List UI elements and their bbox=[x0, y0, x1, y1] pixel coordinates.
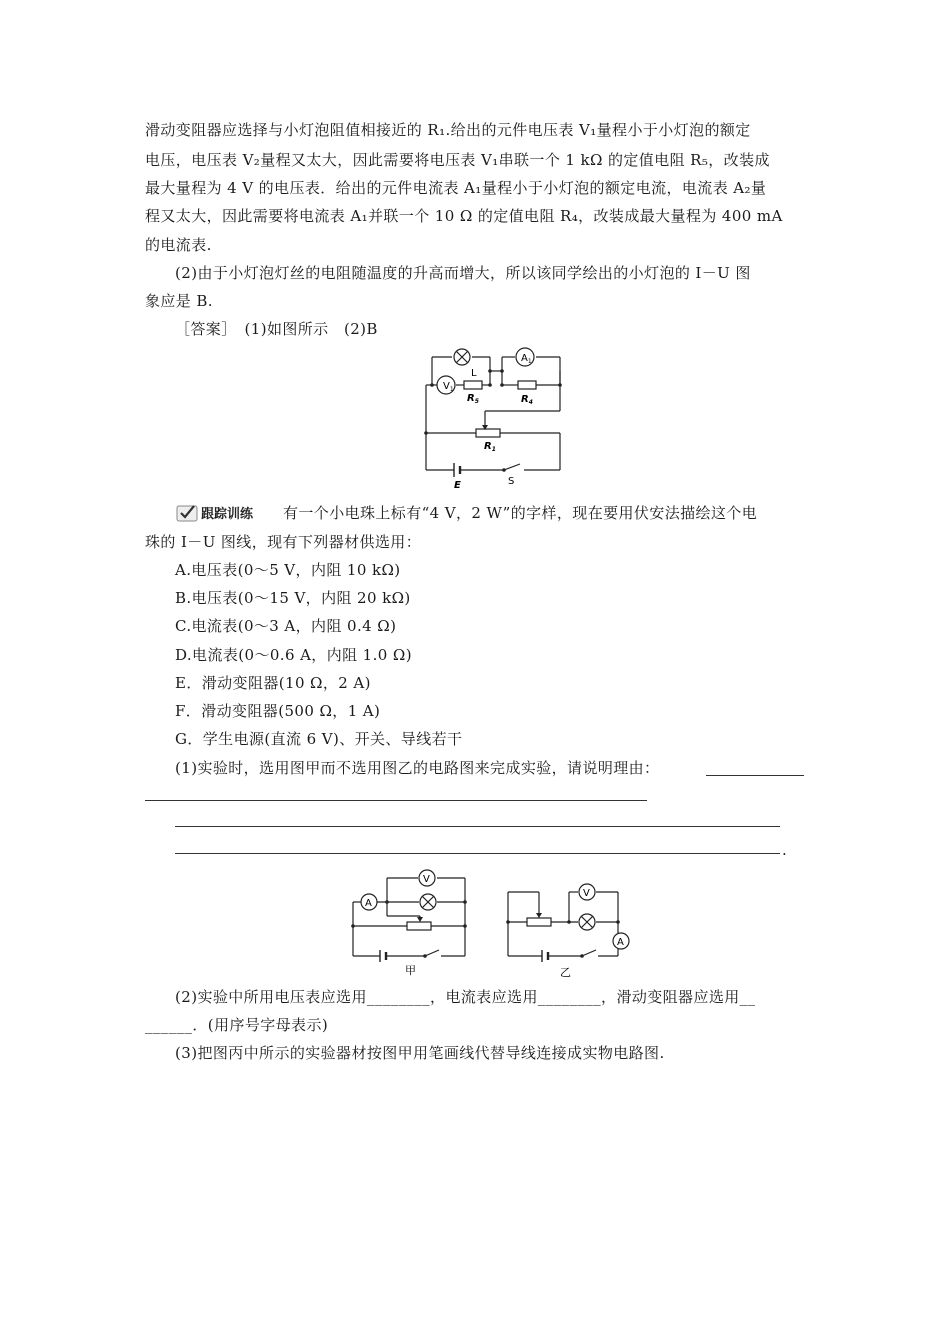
voltmeter-icon bbox=[419, 870, 435, 886]
question-2: ______．(用序号字母表示) bbox=[145, 1016, 329, 1034]
practice-intro: 珠的 I－U 图线，现有下列器材供选用： bbox=[145, 533, 422, 551]
answer-blank[interactable] bbox=[706, 775, 804, 776]
option-item: C.电流表(0～3 A，内阻 0.4 Ω) bbox=[175, 617, 397, 635]
paragraph-line: 程又太大，因此需要将电流表 A₁并联一个 10 Ω 的定值电阻 R₄，改装成最大量程为 400 mA bbox=[145, 207, 783, 225]
svg-text:R5: $R_5$ bbox=[467, 393, 479, 405]
lamp-icon bbox=[454, 349, 470, 365]
paragraph-line: 滑动变阻器应选择与小灯泡阻值相接近的 R₁.给出的元件电压表 V₁量程小于小灯泡的额定 bbox=[145, 121, 751, 139]
battery-label: E bbox=[454, 480, 461, 491]
answer-end-period: . bbox=[782, 841, 788, 859]
answer-circuit-diagram bbox=[412, 345, 572, 493]
option-item: A.电压表(0～5 V，内阻 10 kΩ) bbox=[175, 561, 401, 579]
svg-text:V1: $V_1$ bbox=[443, 381, 454, 393]
ammeter-icon bbox=[361, 894, 377, 910]
option-item: E．滑动变阻器(10 Ω，2 A) bbox=[175, 674, 371, 692]
lamp-icon bbox=[579, 914, 595, 930]
lamp-label: L bbox=[471, 368, 477, 379]
figure-label-yi: 乙 bbox=[560, 966, 571, 979]
ammeter-icon bbox=[516, 348, 534, 366]
svg-text:A: A bbox=[617, 937, 624, 948]
lamp-icon bbox=[420, 894, 436, 910]
option-item: B.电压表(0～15 V，内阻 20 kΩ) bbox=[175, 589, 411, 607]
option-item: D.电流表(0～0.6 A，内阻 1.0 Ω) bbox=[175, 646, 412, 664]
question-3: (3)把图丙中所示的实验器材按图甲用笔画线代替导线连接成实物电路图. bbox=[175, 1044, 665, 1062]
svg-text:R1: $R_1$ bbox=[484, 441, 496, 453]
answer-blank[interactable] bbox=[175, 826, 780, 827]
paragraph-line: 的电流表. bbox=[145, 236, 212, 254]
circuit-diagram-yi bbox=[505, 876, 635, 986]
figure-label-jia: 甲 bbox=[405, 964, 416, 977]
answer-blank[interactable] bbox=[175, 853, 780, 854]
voltmeter-icon bbox=[437, 376, 455, 394]
question-1: (1)实验时，选用图甲而不选用图乙的电路图来完成实验，请说明理由： bbox=[175, 759, 660, 777]
circuit-diagram-jia bbox=[350, 866, 475, 978]
svg-text:V: V bbox=[583, 888, 590, 899]
paragraph-line: 象应是 B. bbox=[145, 292, 213, 310]
r5-label: R bbox=[467, 393, 475, 404]
switch-label: S bbox=[508, 476, 515, 487]
svg-text:R4: $R_4$ bbox=[521, 394, 533, 406]
svg-text:A: A bbox=[365, 898, 372, 909]
option-item: G．学生电源(直流 6 V)、开关、导线若干 bbox=[175, 730, 463, 748]
svg-text:A1: $A_1$ bbox=[521, 353, 532, 365]
r4-label: R bbox=[521, 394, 529, 405]
practice-intro: 有一个小电珠上标有“4 V，2 W”的字样，现在要用伏安法描绘这个电 bbox=[283, 504, 758, 522]
question-2: (2)实验中所用电压表应选用________，电流表应选用________，滑动变阻器应选用__ bbox=[175, 988, 756, 1006]
option-item: F．滑动变阻器(500 Ω，1 A) bbox=[175, 702, 381, 720]
answer-blank[interactable] bbox=[145, 800, 647, 801]
practice-tag-badge bbox=[175, 503, 275, 523]
checkmark-icon bbox=[177, 506, 197, 521]
paragraph-line: (2)由于小灯泡灯丝的电阻随温度的升高而增大，所以该同学绘出的小灯泡的 I－U 图 bbox=[175, 264, 751, 282]
practice-tag-label: 跟踪训练 bbox=[201, 507, 254, 522]
svg-text:V: V bbox=[423, 874, 430, 885]
ammeter-icon bbox=[613, 933, 629, 949]
r1-label: R bbox=[484, 441, 492, 452]
paragraph-line: 电压，电压表 V₂量程又太大，因此需要将电压表 V₁串联一个 1 kΩ 的定值电阻 R₅，改装成 bbox=[145, 151, 770, 169]
voltmeter-icon bbox=[579, 884, 595, 900]
answer-line: ［答案］ (1)如图所示 (2)B bbox=[175, 320, 378, 338]
paragraph-line: 最大量程为 4 V 的电压表．给出的元件电流表 A₁量程小于小灯泡的额定电流，电流表 A₂量 bbox=[145, 179, 767, 197]
